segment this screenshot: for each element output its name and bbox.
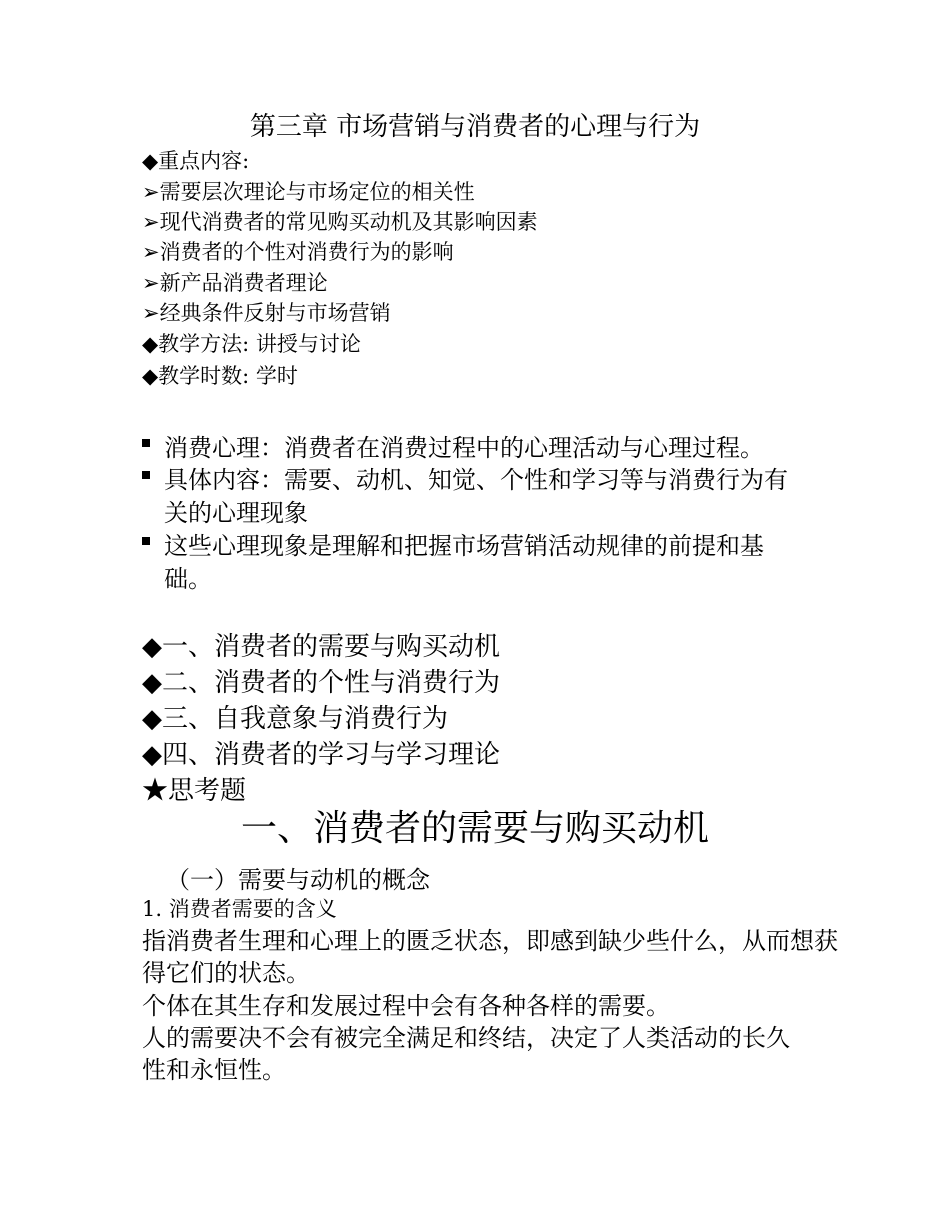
section-heading: 一、消费者的需要与购买动机 [240, 808, 709, 849]
key-point-item: ➢经典条件反射与市场营销 [142, 301, 391, 325]
square-bullet-icon [142, 439, 150, 447]
outline-item: ◆二、消费者的个性与消费行为 [142, 668, 500, 698]
outline-item: ★思考题 [142, 776, 247, 806]
bullet-text-continuation: 关的心理现象 [164, 499, 308, 527]
paragraph-line: 得它们的状态。 [142, 959, 310, 987]
chapter-title: 第三章 市场营销与消费者的心理与行为 [249, 112, 701, 142]
bullet-text: 消费心理：消费者在消费过程中的心理活动与心理过程。 [164, 434, 764, 462]
outline-item: ◆四、消费者的学习与学习理论 [142, 740, 500, 770]
key-point-item: ➢需要层次理论与市场定位的相关性 [142, 180, 475, 204]
square-bullet-icon [142, 471, 150, 479]
key-point-item: ➢新产品消费者理论 [142, 271, 328, 295]
bullet-text-continuation: 础。 [164, 565, 212, 593]
paragraph-line: 指消费者生理和心理上的匮乏状态，即感到缺少些什么，从而想获 [142, 927, 838, 955]
bullet-text: 这些心理现象是理解和把握市场营销活动规律的前提和基 [164, 532, 764, 560]
square-bullet-icon [142, 537, 150, 545]
paragraph-line: 性和永恒性。 [142, 1056, 286, 1084]
paragraph-line: 人的需要决不会有被完全满足和终结，决定了人类活动的长久 [142, 1024, 790, 1052]
teaching-method: ◆教学方法: 讲授与讨论 [142, 332, 361, 356]
key-points-heading: ◆重点内容: [142, 149, 250, 173]
numbered-item: 1. 消费者需要的含义 [142, 897, 337, 921]
paragraph-line: 个体在其生存和发展过程中会有各种各样的需要。 [142, 992, 670, 1020]
subsection-heading: （一）需要与动机的概念 [166, 866, 430, 894]
outline-item: ◆三、自我意象与消费行为 [142, 704, 448, 734]
key-point-item: ➢现代消费者的常见购买动机及其影响因素 [142, 210, 538, 234]
teaching-hours: ◆教学时数: 学时 [142, 364, 298, 388]
outline-item: ◆一、消费者的需要与购买动机 [142, 632, 500, 662]
key-point-item: ➢消费者的个性对消费行为的影响 [142, 240, 454, 264]
bullet-text: 具体内容：需要、动机、知觉、个性和学习等与消费行为有 [164, 466, 788, 494]
